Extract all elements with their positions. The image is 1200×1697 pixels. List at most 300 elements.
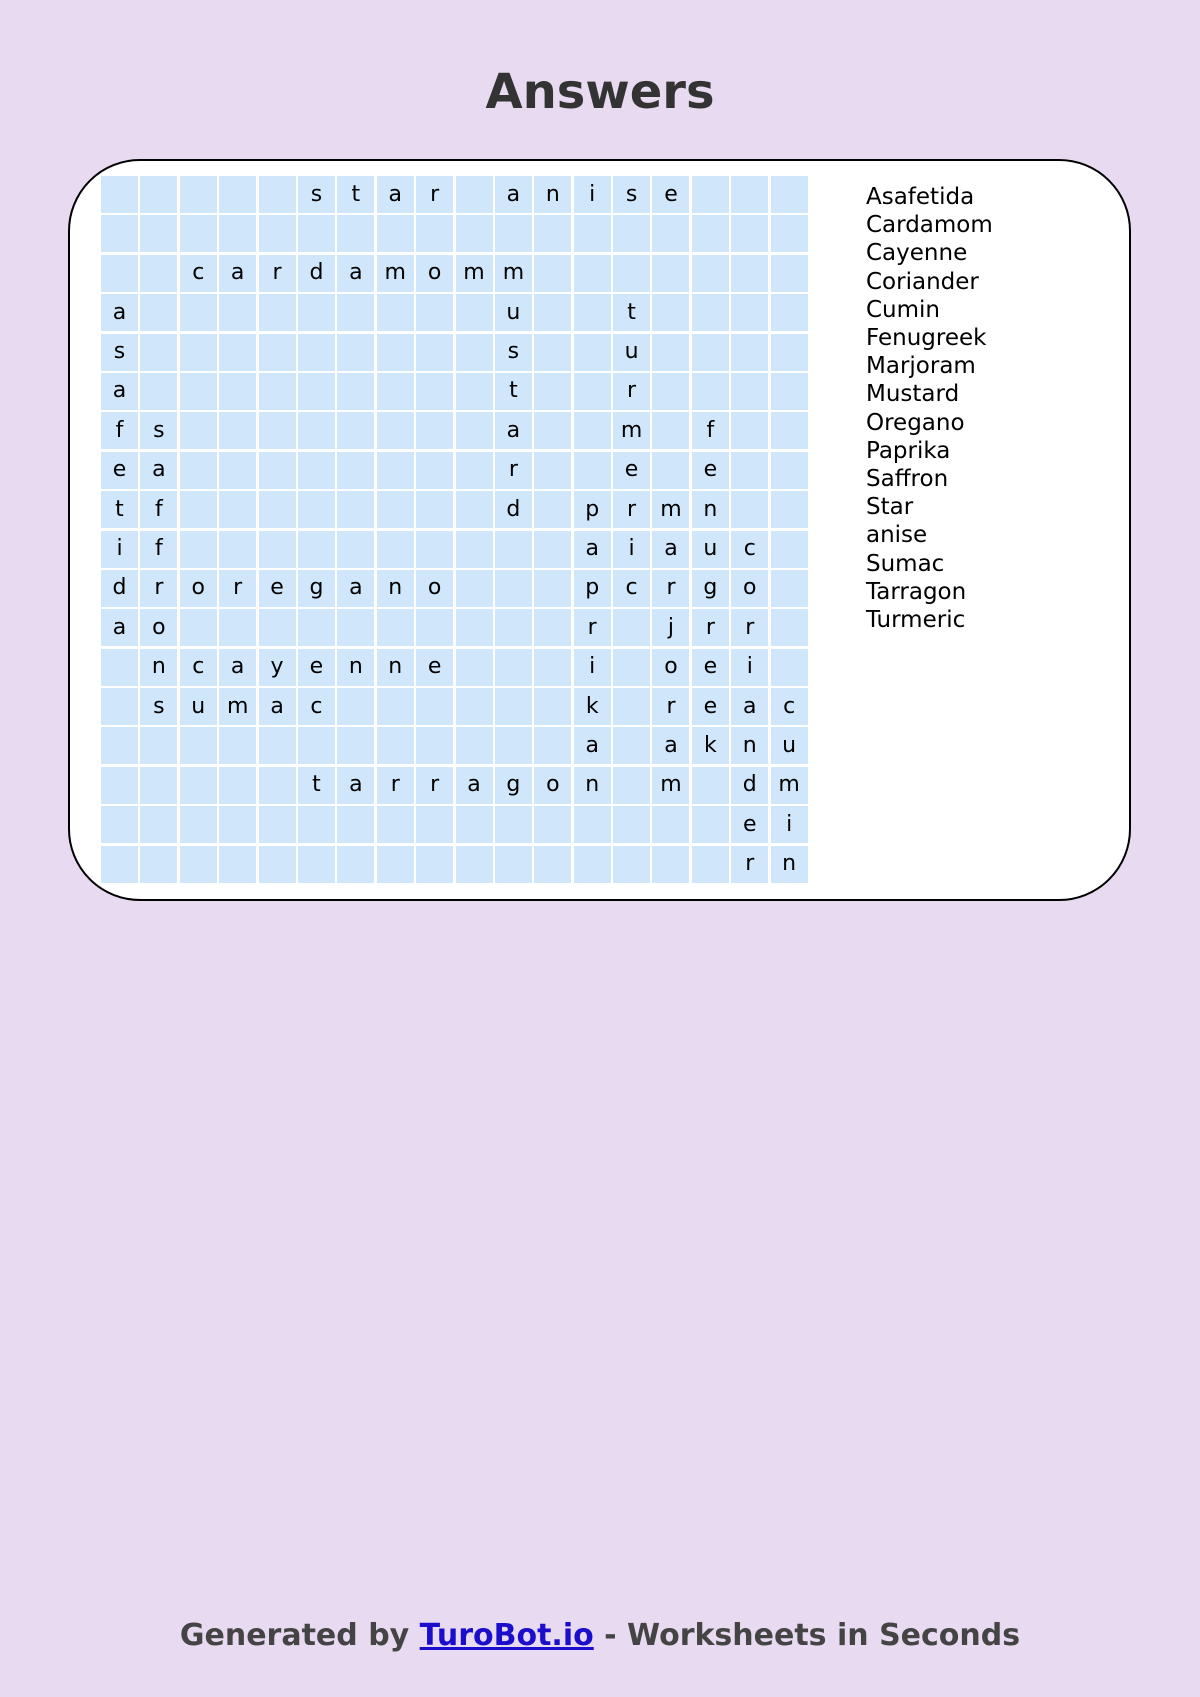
grid-cell: a bbox=[337, 255, 374, 292]
grid-cell bbox=[298, 806, 335, 843]
grid-cell bbox=[652, 412, 689, 449]
grid-cell: o bbox=[652, 649, 689, 686]
grid-cell: i bbox=[574, 176, 611, 213]
grid-cell bbox=[101, 649, 138, 686]
grid-cell bbox=[219, 531, 256, 568]
grid-cell: d bbox=[298, 255, 335, 292]
grid-cell bbox=[259, 176, 296, 213]
grid-cell bbox=[456, 215, 493, 252]
grid-cell bbox=[219, 373, 256, 410]
grid-cell bbox=[692, 373, 729, 410]
grid-cell: n bbox=[574, 767, 611, 804]
grid-cell bbox=[259, 334, 296, 371]
grid-cell bbox=[534, 846, 571, 883]
grid-cell: o bbox=[416, 255, 453, 292]
grid-cell: s bbox=[140, 412, 177, 449]
grid-cell: f bbox=[101, 412, 138, 449]
grid-cell: n bbox=[534, 176, 571, 213]
grid-cell bbox=[337, 688, 374, 725]
grid-cell: e bbox=[692, 649, 729, 686]
grid-cell: n bbox=[771, 846, 808, 883]
grid-cell bbox=[377, 491, 414, 528]
grid-cell bbox=[456, 373, 493, 410]
grid-cell bbox=[495, 215, 532, 252]
grid-cell bbox=[771, 570, 808, 607]
grid-cell bbox=[298, 452, 335, 489]
grid-cell: t bbox=[298, 767, 335, 804]
grid-cell bbox=[140, 255, 177, 292]
grid-cell bbox=[101, 806, 138, 843]
grid-cell: c bbox=[180, 255, 217, 292]
word-list-item: Cardamom bbox=[866, 212, 993, 239]
grid-cell bbox=[416, 806, 453, 843]
grid-cell bbox=[456, 846, 493, 883]
grid-cell bbox=[613, 846, 650, 883]
grid-cell bbox=[456, 727, 493, 764]
grid-cell: a bbox=[140, 452, 177, 489]
grid-cell: c bbox=[180, 649, 217, 686]
grid-cell bbox=[574, 294, 611, 331]
grid-cell: u bbox=[180, 688, 217, 725]
grid-cell bbox=[613, 609, 650, 646]
grid-cell bbox=[101, 846, 138, 883]
grid-cell: s bbox=[495, 334, 532, 371]
grid-cell bbox=[534, 215, 571, 252]
grid-cell bbox=[298, 412, 335, 449]
grid-cell bbox=[377, 688, 414, 725]
footer bbox=[0, 1618, 1200, 1653]
grid-cell bbox=[219, 452, 256, 489]
grid-cell: m bbox=[652, 767, 689, 804]
grid-cell: p bbox=[574, 570, 611, 607]
grid-cell: s bbox=[613, 176, 650, 213]
grid-cell: r bbox=[613, 373, 650, 410]
grid-cell bbox=[731, 412, 768, 449]
grid-cell: c bbox=[731, 531, 768, 568]
grid-cell: t bbox=[337, 176, 374, 213]
word-list-item: Saffron bbox=[866, 466, 949, 493]
word-list-item: Paprika bbox=[866, 437, 951, 464]
grid-cell bbox=[259, 215, 296, 252]
grid-cell bbox=[613, 688, 650, 725]
grid-cell: a bbox=[574, 531, 611, 568]
grid-cell bbox=[337, 215, 374, 252]
footer-suffix: - Worksheets in Seconds bbox=[593, 1618, 1021, 1653]
grid-cell bbox=[219, 215, 256, 252]
grid-cell bbox=[613, 806, 650, 843]
grid-cell bbox=[101, 767, 138, 804]
grid-cell bbox=[495, 806, 532, 843]
grid-cell bbox=[652, 452, 689, 489]
grid-cell: e bbox=[692, 688, 729, 725]
grid-cell bbox=[416, 294, 453, 331]
grid-cell bbox=[652, 373, 689, 410]
grid-cell bbox=[495, 688, 532, 725]
grid-cell bbox=[180, 373, 217, 410]
grid-cell bbox=[613, 649, 650, 686]
grid-cell bbox=[534, 491, 571, 528]
grid-cell: f bbox=[140, 531, 177, 568]
grid-cell bbox=[416, 688, 453, 725]
grid-cell bbox=[377, 452, 414, 489]
grid-cell: r bbox=[692, 609, 729, 646]
grid-cell bbox=[337, 294, 374, 331]
grid-cell bbox=[259, 294, 296, 331]
grid-cell bbox=[771, 215, 808, 252]
grid-cell: m bbox=[219, 688, 256, 725]
grid-cell bbox=[219, 412, 256, 449]
grid-cell bbox=[219, 334, 256, 371]
grid-cell bbox=[534, 806, 571, 843]
grid-cell bbox=[337, 491, 374, 528]
word-list-item: Star bbox=[866, 494, 914, 521]
grid-cell bbox=[259, 609, 296, 646]
word-search-grid bbox=[101, 176, 808, 883]
grid-cell: m bbox=[377, 255, 414, 292]
grid-cell bbox=[456, 294, 493, 331]
grid-cell bbox=[416, 609, 453, 646]
grid-cell: o bbox=[180, 570, 217, 607]
grid-cell bbox=[337, 727, 374, 764]
grid-cell: e bbox=[731, 806, 768, 843]
grid-cell: r bbox=[377, 767, 414, 804]
grid-cell bbox=[416, 491, 453, 528]
grid-cell bbox=[140, 846, 177, 883]
grid-cell bbox=[140, 215, 177, 252]
grid-cell bbox=[101, 215, 138, 252]
grid-cell: u bbox=[692, 531, 729, 568]
grid-cell bbox=[652, 215, 689, 252]
grid-cell bbox=[534, 373, 571, 410]
grid-cell bbox=[731, 294, 768, 331]
grid-cell bbox=[456, 452, 493, 489]
grid-cell: y bbox=[259, 649, 296, 686]
grid-cell bbox=[219, 609, 256, 646]
grid-cell bbox=[534, 294, 571, 331]
grid-cell bbox=[534, 531, 571, 568]
grid-cell bbox=[140, 727, 177, 764]
grid-cell bbox=[574, 412, 611, 449]
grid-cell: s bbox=[298, 176, 335, 213]
grid-cell: r bbox=[731, 609, 768, 646]
grid-cell bbox=[219, 294, 256, 331]
grid-cell bbox=[416, 215, 453, 252]
grid-cell bbox=[337, 452, 374, 489]
grid-cell bbox=[416, 531, 453, 568]
grid-cell bbox=[298, 727, 335, 764]
grid-cell: a bbox=[259, 688, 296, 725]
grid-cell bbox=[298, 531, 335, 568]
grid-cell bbox=[337, 609, 374, 646]
grid-cell bbox=[771, 255, 808, 292]
word-list bbox=[866, 183, 993, 634]
grid-cell bbox=[259, 531, 296, 568]
word-list-item: Turmeric bbox=[866, 607, 966, 634]
grid-cell bbox=[771, 609, 808, 646]
grid-cell bbox=[692, 846, 729, 883]
grid-cell bbox=[219, 846, 256, 883]
grid-cell bbox=[456, 609, 493, 646]
grid-cell bbox=[771, 452, 808, 489]
grid-cell bbox=[534, 609, 571, 646]
grid-cell: f bbox=[692, 412, 729, 449]
grid-cell bbox=[259, 806, 296, 843]
grid-cell bbox=[456, 176, 493, 213]
grid-cell: a bbox=[101, 609, 138, 646]
grid-cell bbox=[416, 334, 453, 371]
grid-cell bbox=[377, 412, 414, 449]
word-list-item: Sumac bbox=[866, 550, 945, 577]
grid-cell bbox=[140, 767, 177, 804]
grid-cell bbox=[652, 294, 689, 331]
grid-cell bbox=[771, 176, 808, 213]
grid-cell bbox=[298, 609, 335, 646]
grid-cell bbox=[495, 531, 532, 568]
grid-cell: o bbox=[731, 570, 768, 607]
word-list-item: Oregano bbox=[866, 409, 965, 436]
grid-cell bbox=[495, 846, 532, 883]
grid-cell: s bbox=[140, 688, 177, 725]
grid-cell bbox=[298, 334, 335, 371]
grid-cell bbox=[180, 846, 217, 883]
grid-cell bbox=[377, 846, 414, 883]
grid-cell bbox=[140, 334, 177, 371]
grid-cell: g bbox=[692, 570, 729, 607]
grid-cell bbox=[180, 531, 217, 568]
grid-cell: m bbox=[456, 255, 493, 292]
grid-cell: t bbox=[613, 294, 650, 331]
grid-cell bbox=[259, 767, 296, 804]
grid-cell: r bbox=[731, 846, 768, 883]
grid-cell bbox=[337, 373, 374, 410]
grid-cell bbox=[574, 806, 611, 843]
grid-cell bbox=[337, 412, 374, 449]
grid-cell bbox=[259, 412, 296, 449]
grid-cell: i bbox=[771, 806, 808, 843]
grid-cell bbox=[692, 255, 729, 292]
grid-cell: r bbox=[416, 767, 453, 804]
grid-cell: a bbox=[731, 688, 768, 725]
grid-cell bbox=[456, 334, 493, 371]
grid-cell: r bbox=[140, 570, 177, 607]
grid-cell bbox=[456, 688, 493, 725]
grid-cell bbox=[140, 176, 177, 213]
grid-cell: u bbox=[495, 294, 532, 331]
grid-cell bbox=[692, 215, 729, 252]
grid-cell bbox=[298, 294, 335, 331]
grid-cell bbox=[377, 609, 414, 646]
grid-cell: o bbox=[534, 767, 571, 804]
grid-cell bbox=[771, 412, 808, 449]
grid-cell: a bbox=[337, 767, 374, 804]
grid-cell bbox=[613, 215, 650, 252]
grid-cell: a bbox=[652, 727, 689, 764]
grid-cell: e bbox=[652, 176, 689, 213]
grid-cell bbox=[771, 649, 808, 686]
grid-cell: j bbox=[652, 609, 689, 646]
grid-cell: a bbox=[101, 294, 138, 331]
grid-cell bbox=[692, 767, 729, 804]
grid-cell: a bbox=[495, 176, 532, 213]
grid-cell bbox=[692, 294, 729, 331]
grid-cell bbox=[298, 491, 335, 528]
footer-prefix: Generated by bbox=[179, 1618, 420, 1653]
grid-cell bbox=[337, 531, 374, 568]
grid-cell bbox=[652, 334, 689, 371]
grid-cell bbox=[219, 727, 256, 764]
grid-cell: a bbox=[456, 767, 493, 804]
grid-cell bbox=[534, 412, 571, 449]
grid-cell bbox=[574, 255, 611, 292]
grid-cell: i bbox=[101, 531, 138, 568]
grid-cell: o bbox=[416, 570, 453, 607]
grid-cell: d bbox=[495, 491, 532, 528]
grid-cell: a bbox=[495, 412, 532, 449]
grid-cell: g bbox=[495, 767, 532, 804]
grid-cell: g bbox=[298, 570, 335, 607]
grid-cell bbox=[377, 373, 414, 410]
grid-cell: u bbox=[771, 727, 808, 764]
grid-cell bbox=[692, 806, 729, 843]
grid-cell: t bbox=[101, 491, 138, 528]
grid-cell: n bbox=[377, 570, 414, 607]
grid-cell: k bbox=[574, 688, 611, 725]
word-list-item: Cayenne bbox=[866, 240, 968, 267]
grid-cell bbox=[337, 334, 374, 371]
grid-cell bbox=[416, 412, 453, 449]
grid-cell: e bbox=[613, 452, 650, 489]
grid-cell bbox=[495, 727, 532, 764]
grid-cell bbox=[259, 846, 296, 883]
grid-cell: d bbox=[101, 570, 138, 607]
grid-cell bbox=[652, 255, 689, 292]
grid-cell: a bbox=[652, 531, 689, 568]
grid-cell bbox=[140, 373, 177, 410]
grid-cell bbox=[613, 727, 650, 764]
grid-cell bbox=[534, 570, 571, 607]
grid-cell bbox=[259, 727, 296, 764]
grid-cell: c bbox=[613, 570, 650, 607]
grid-cell bbox=[140, 806, 177, 843]
grid-cell bbox=[692, 176, 729, 213]
grid-cell: k bbox=[692, 727, 729, 764]
grid-cell bbox=[180, 609, 217, 646]
grid-cell bbox=[731, 215, 768, 252]
grid-cell bbox=[298, 373, 335, 410]
grid-cell bbox=[180, 215, 217, 252]
grid-cell bbox=[534, 255, 571, 292]
grid-cell bbox=[259, 452, 296, 489]
grid-cell bbox=[416, 846, 453, 883]
grid-cell: a bbox=[219, 255, 256, 292]
grid-cell bbox=[495, 570, 532, 607]
grid-cell bbox=[101, 176, 138, 213]
grid-cell bbox=[731, 255, 768, 292]
grid-cell bbox=[534, 452, 571, 489]
grid-cell: i bbox=[731, 649, 768, 686]
grid-cell bbox=[259, 491, 296, 528]
grid-cell bbox=[771, 491, 808, 528]
grid-cell: p bbox=[574, 491, 611, 528]
grid-cell: f bbox=[140, 491, 177, 528]
grid-cell bbox=[534, 688, 571, 725]
grid-cell bbox=[731, 452, 768, 489]
grid-cell: n bbox=[140, 649, 177, 686]
grid-cell: a bbox=[337, 570, 374, 607]
grid-cell: m bbox=[495, 255, 532, 292]
grid-cell bbox=[101, 255, 138, 292]
grid-cell: r bbox=[259, 255, 296, 292]
grid-cell bbox=[219, 767, 256, 804]
grid-cell bbox=[692, 334, 729, 371]
grid-cell bbox=[259, 373, 296, 410]
grid-cell bbox=[377, 806, 414, 843]
grid-cell bbox=[180, 767, 217, 804]
grid-cell: r bbox=[652, 570, 689, 607]
grid-cell: n bbox=[377, 649, 414, 686]
turobot-link[interactable]: TuroBot.io bbox=[419, 1618, 594, 1653]
grid-cell bbox=[456, 649, 493, 686]
grid-cell: a bbox=[219, 649, 256, 686]
grid-cell bbox=[298, 215, 335, 252]
grid-cell bbox=[495, 649, 532, 686]
grid-cell: i bbox=[613, 531, 650, 568]
grid-cell bbox=[140, 294, 177, 331]
grid-cell bbox=[731, 334, 768, 371]
grid-cell: c bbox=[298, 688, 335, 725]
page-title: Answers bbox=[485, 64, 715, 120]
grid-cell: i bbox=[574, 649, 611, 686]
grid-cell: e bbox=[259, 570, 296, 607]
grid-cell: e bbox=[692, 452, 729, 489]
word-list-item: anise bbox=[866, 522, 928, 549]
grid-cell bbox=[574, 846, 611, 883]
grid-cell bbox=[180, 294, 217, 331]
grid-cell bbox=[771, 531, 808, 568]
grid-cell bbox=[574, 334, 611, 371]
grid-cell: d bbox=[731, 767, 768, 804]
grid-cell bbox=[574, 373, 611, 410]
grid-cell bbox=[377, 215, 414, 252]
grid-cell bbox=[652, 846, 689, 883]
word-list-item: Asafetida bbox=[866, 184, 975, 210]
grid-cell: c bbox=[771, 688, 808, 725]
grid-cell: r bbox=[219, 570, 256, 607]
grid-cell: a bbox=[377, 176, 414, 213]
grid-cell bbox=[574, 215, 611, 252]
grid-cell bbox=[534, 727, 571, 764]
grid-cell: m bbox=[771, 767, 808, 804]
grid-cell bbox=[652, 806, 689, 843]
grid-cell bbox=[534, 649, 571, 686]
grid-cell bbox=[377, 334, 414, 371]
grid-cell: r bbox=[416, 176, 453, 213]
grid-cell bbox=[613, 255, 650, 292]
grid-cell: t bbox=[495, 373, 532, 410]
grid-cell: r bbox=[613, 491, 650, 528]
grid-cell bbox=[731, 176, 768, 213]
grid-cell bbox=[377, 727, 414, 764]
word-list-item: Cumin bbox=[866, 296, 941, 323]
grid-cell bbox=[219, 491, 256, 528]
grid-cell: r bbox=[574, 609, 611, 646]
grid-cell bbox=[377, 294, 414, 331]
grid-cell bbox=[298, 846, 335, 883]
grid-cell: u bbox=[613, 334, 650, 371]
grid-cell: a bbox=[574, 727, 611, 764]
grid-cell bbox=[574, 452, 611, 489]
grid-cell bbox=[456, 570, 493, 607]
